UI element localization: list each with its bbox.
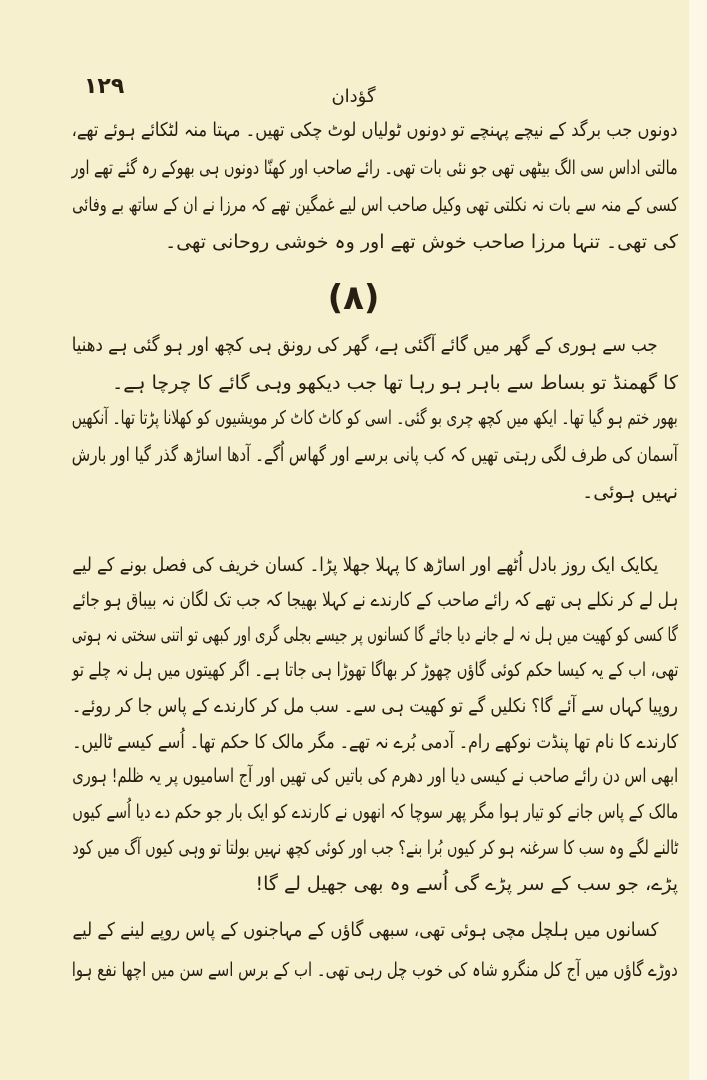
text-line — [72, 954, 678, 986]
line-text: کی تھی۔ تنہا مرزا صاحب خوش تھے اور وہ خوشی روحانی تھی۔ — [165, 231, 678, 253]
line-text: ہل لے کر نکلے ہی تھے کہ رائے صاحب کے کارندے نے کہلا بھیجا کہ جب تک لگان نہ بیباق ہو جائے — [72, 589, 678, 611]
text-line — [72, 868, 678, 900]
text-line — [72, 226, 678, 258]
text-line — [72, 402, 678, 434]
line-text: ابھی اس دن رائے صاحب نے کیسی دیا اور دھرم کی باتیں کی تھیں اور آج اسامیوں پر یہ ظلم! ہوری — [72, 765, 678, 787]
text-line — [72, 329, 658, 361]
running-title: گؤدان — [331, 86, 376, 107]
line-text: روپیا کہاں سے آئے گا؟ نکلیں گے تو کھیت ہی سے۔ سب مل کر کارندے کے پاس جا کر روئے۔ — [72, 695, 678, 717]
line-text: نہیں ہوئی۔ — [582, 481, 678, 503]
text-line — [72, 549, 658, 581]
text-line — [72, 760, 678, 792]
text-line — [72, 189, 678, 221]
line-text: بھور ختم ہو گیا تھا۔ ایکھ میں کچھ چری بو گئی۔ اسی کو کاٹ کاٹ کر مویشیوں کو کھلانا پڑتا تھا۔ آنکھیں — [72, 407, 678, 429]
text-line — [72, 654, 678, 686]
text-line — [72, 832, 678, 864]
line-text: تھی، اب کے یہ کیسا حکم کوئی گاؤں چھوڑ کر بھاگا تھوڑا ہی جاتا ہے۔ اگر کھیتوں میں ہل نہ چلے تو — [72, 659, 678, 681]
line-text: دونوں جب برگد کے نیچے پہنچے تو دونوں ٹولیاں لوٹ چکی تھیں۔ مہتا منہ لٹکائے ہوئے تھے، — [72, 119, 678, 141]
line-text: ٹالنے لگے وہ سب کا سرغنہ ہو کر کیوں بُرا بنے؟ جب اور کوئی کچھ نہیں بولتا تو وہی کیوں آگ میں کود — [72, 837, 678, 859]
text-line — [72, 690, 678, 722]
line-text: یکایک ایک روز بادل اُٹھے اور اساڑھ کا پہلا جھلا پڑا۔ کسان خریف کی فصل بونے کے لیے — [72, 554, 658, 576]
line-text: مالتی اداس سی الگ بیٹھی تھی جو نئی بات تھی۔ رائے صاحب اور کھنّا دونوں ہی بھوکے رہ گئے تھے اور — [72, 157, 678, 179]
chapter-number: (۸) — [327, 278, 380, 318]
page-edge — [689, 0, 707, 1080]
text-line — [72, 476, 678, 508]
line-text: کسی کے منہ سے بات نہ نکلتی تھی وکیل صاحب اس لیے غمگین تھے کہ مرزا نے ان کے ساتھ بے وفائی — [72, 194, 678, 216]
line-text: گا کسی کو کھیت میں ہل نہ لے جانے دیا جائے گا کسانوں پر جیسے بجلی گری اور کبھی تو اتنی سختی نہ ہوتی — [72, 624, 678, 646]
line-text: جب سے ہوری کے گھر میں گائے آگئی ہے، گھر کی رونق ہی کچھ اور ہو گئی ہے دھنیا — [72, 334, 658, 356]
line-text: کارندے کا نام تھا پنڈت نوکھے رام۔ آدمی بُرے نہ تھے۔ مگر مالک کا حکم تھا۔ اُسے کیسے ٹالیں۔ — [72, 731, 678, 753]
text-line — [72, 152, 678, 184]
text-line — [72, 114, 678, 146]
line-text: مالک کے پاس جانے کو تیار ہوا مگر پھر سوچا کہ انھوں نے کارندے کو ایک بار جو حکم دے دیا اُسے کیوں — [72, 801, 678, 823]
line-text: کسانوں میں ہلچل مچی ہوئی تھی، سبھی گاؤں کے مہاجنوں کے پاس روپے لینے کے لیے — [72, 919, 658, 941]
line-text: پڑے، جو سب کے سر پڑے گی اُسے وہ بھی جھیل لے گا! — [255, 873, 678, 895]
text-line — [72, 584, 678, 616]
text-line — [72, 914, 658, 946]
text-line — [72, 439, 678, 471]
text-line — [72, 619, 678, 651]
page-number: ۱۲۹ — [84, 74, 125, 99]
line-text: آسمان کی طرف لگی رہتی تھیں کہ کب پانی برسے اور گھاس اُگے۔ آدھا اساڑھ گذر گیا اور بارش — [72, 444, 678, 466]
text-line — [72, 726, 678, 758]
text-line — [72, 367, 678, 399]
line-text: دوڑے گاؤں میں آج کل منگرو شاہ کی خوب چل رہی تھی۔ اب کے برس اسے سن میں اچھا نفع ہوا — [72, 959, 678, 981]
text-line — [72, 796, 678, 828]
line-text: کا گھمنڈ تو بساط سے باہر ہو رہا تھا جب دیکھو وہی گائے کا چرچا ہے۔ — [112, 372, 678, 394]
